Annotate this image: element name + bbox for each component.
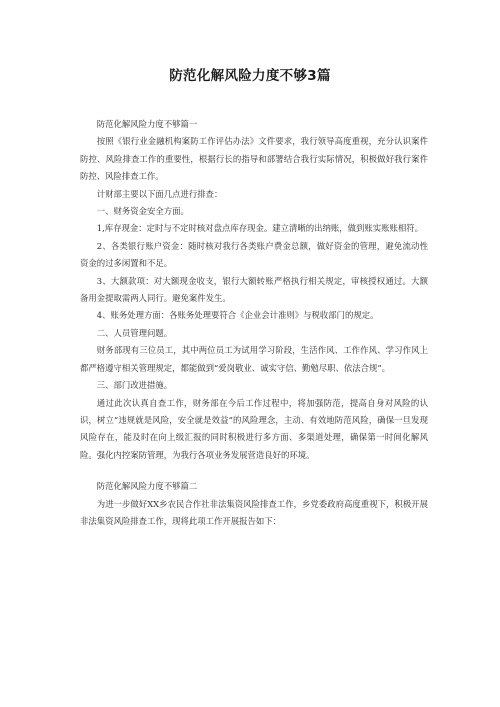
section-heading: 防范化解风险力度不够篇二: [96, 481, 198, 492]
body-paragraph: 按照《银行业金融机构案防工作评估办法》文件要求，我行领导高度重视，充分认识案件防控、风险排查工作的重要性，根据行长的指导和部署结合我行实际情况，积极做好我行案件防控、风险排查工作。: [80, 136, 428, 182]
list-item: 3、大额款项：对大额现金收支，银行大额转账严格执行相关规定，审核授权通过。大额备用金提取需两人同行。避免案件发生。: [80, 275, 428, 304]
document-body: [80, 116, 428, 530]
body-paragraph: 通过此次认真自查工作，财务部在今后工作过程中，将加强防范，提高自身对风险的认识，树立“违规就是风险，安全就是效益”的风险理念，主动、有效地防范风险，确保一旦发现风险存在，能及时在向上级汇报的同时积极进行多方面、多渠道处理，确保第一时间化解风险。强化内控案防管理，为我行各项业务发展营造良好的环境。: [80, 397, 428, 460]
document-title: 防范化解风险力度不够3篇: [169, 68, 331, 84]
sub-heading: 三、部门改进措施。: [96, 380, 173, 391]
list-item: 4、账务处理方面：各账务处理要符合《企业会计准则》与税收部门的规定。: [96, 310, 379, 321]
list-item: 1,库存现金：定时与不定时核对盘点库存现金。建立清晰的出纳账，做到账实账账相符。: [96, 223, 424, 234]
body-paragraph: 计财部主要以下面几点进行排查：: [96, 188, 223, 199]
section-heading: 防范化解风险力度不够篇一: [96, 119, 198, 129]
sub-heading: 一、财务资金安全方面。: [96, 206, 189, 217]
list-item: 2、各类银行账户资金：随时核对我行各类账户费金总额，做好资金的管理，避免流动性资金的过多闲置和不足。: [80, 240, 428, 269]
sub-heading: 二、人员管理问题。: [96, 327, 173, 338]
body-paragraph: 为进一步做好XX乡农民合作社非法集资风险排查工作，乡党委政府高度重视下，积极开展非法集资风险排查工作，现将此项工作开展报告如下：: [80, 498, 428, 526]
body-paragraph: 财务部现有三位员工，其中两位员工为试用学习阶段，生活作风、工作作风、学习作风上都严格遵守相关管理规定，都能做到“爱岗敬业、诚实守信、勤勉尽职、依法合规”。: [80, 345, 428, 373]
